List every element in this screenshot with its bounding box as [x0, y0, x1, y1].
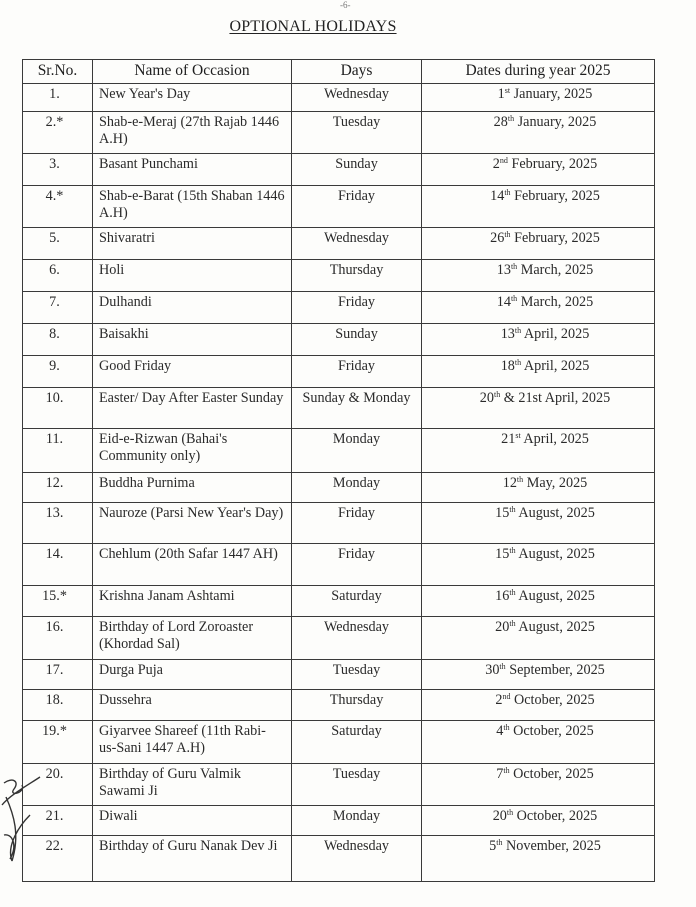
- date-month-year: October, 2025: [509, 766, 594, 782]
- sr-no-cell: 8.: [23, 324, 93, 356]
- date-ordinal-suffix: st: [504, 86, 511, 95]
- date-ordinal-suffix: th: [510, 262, 518, 271]
- date-ordinal-suffix: th: [503, 723, 510, 732]
- date-cell: [422, 186, 655, 228]
- occasion-cell: Easter/ Day After Easter Sunday: [93, 388, 292, 429]
- day-cell: Monday: [292, 806, 422, 836]
- occasion-cell: Holi: [93, 260, 292, 292]
- date-ordinal-suffix: th: [506, 808, 514, 817]
- date-ordinal-suffix: th: [504, 188, 511, 197]
- day-cell: Friday: [292, 503, 422, 544]
- table-row: [23, 617, 655, 660]
- occasion-cell: Dussehra: [93, 690, 292, 721]
- occasion-cell: Chehlum (20th Safar 1447 AH): [93, 544, 292, 586]
- date-day-number: 4: [496, 723, 504, 739]
- date-month-year: November, 2025: [502, 838, 601, 854]
- date-cell: [422, 764, 655, 806]
- date-month-year: May, 2025: [523, 475, 588, 491]
- day-cell: Monday: [292, 429, 422, 473]
- date-month-year: March, 2025: [517, 262, 594, 278]
- page-number: -6-: [340, 0, 351, 10]
- sr-no-cell: 3.: [23, 154, 93, 186]
- sr-no-cell: 16.: [23, 617, 93, 660]
- date-day-number: 13: [500, 326, 515, 342]
- table-body: [23, 84, 655, 882]
- page-title: OPTIONAL HOLIDAYS: [229, 18, 397, 35]
- occasion-cell: Shab-e-Barat (15th Shaban 1446 A.H): [93, 186, 292, 228]
- occasion-cell: New Year's Day: [93, 84, 292, 112]
- date-day-number: 14: [490, 188, 505, 204]
- date-cell: [422, 586, 655, 617]
- date-day-number: 2: [492, 156, 500, 172]
- sr-no-cell: 5.: [23, 228, 93, 260]
- holidays-table: [22, 59, 655, 882]
- day-cell: Monday: [292, 473, 422, 503]
- occasion-cell: Birthday of Guru Nanak Dev Ji: [93, 836, 292, 882]
- sr-no-cell: 12.: [23, 473, 93, 503]
- date-day-number: 13: [496, 262, 511, 278]
- date-month-year: October, 2025: [509, 723, 594, 739]
- sr-no-cell: 17.: [23, 660, 93, 690]
- table-header-row: [23, 60, 655, 84]
- date-cell: [422, 660, 655, 690]
- date-month-year: October, 2025: [513, 808, 598, 824]
- date-day-number: 7: [496, 766, 504, 782]
- sr-no-cell: 7.: [23, 292, 93, 324]
- table-row: [23, 228, 655, 260]
- occasion-cell: Shab-e-Meraj (27th Rajab 1446 A.H): [93, 112, 292, 154]
- table-row: [23, 324, 655, 356]
- day-cell: Friday: [292, 292, 422, 324]
- table-row: [23, 764, 655, 806]
- date-month-year: March, 2025: [517, 294, 594, 310]
- date-cell: [422, 324, 655, 356]
- date-day-number: 12: [502, 475, 517, 491]
- day-cell: Saturday: [292, 721, 422, 764]
- day-cell: Tuesday: [292, 764, 422, 806]
- date-cell: [422, 260, 655, 292]
- date-month-year: & 21st April, 2025: [500, 390, 611, 406]
- date-ordinal-suffix: th: [496, 838, 503, 847]
- date-month-year: October, 2025: [510, 692, 595, 708]
- sr-no-cell: 21.: [23, 806, 93, 836]
- sr-no-cell: 1.: [23, 84, 93, 112]
- sr-no-cell: 9.: [23, 356, 93, 388]
- date-day-number: 15: [495, 546, 510, 562]
- day-cell: Friday: [292, 186, 422, 228]
- table-row: [23, 429, 655, 473]
- date-ordinal-suffix: th: [503, 766, 510, 775]
- date-day-number: 2: [495, 692, 503, 708]
- sr-no-cell: 2.*: [23, 112, 93, 154]
- day-cell: Saturday: [292, 586, 422, 617]
- date-month-year: February, 2025: [510, 188, 600, 204]
- header-sr-no: Sr.No.: [23, 60, 93, 84]
- occasion-cell: Giyarvee Shareef (11th Rabi- us-Sani 1447 A.H): [93, 721, 292, 764]
- date-ordinal-suffix: th: [493, 390, 501, 399]
- date-month-year: January, 2025: [510, 86, 593, 102]
- date-cell: [422, 84, 655, 112]
- date-month-year: January, 2025: [514, 114, 597, 130]
- date-cell: [422, 721, 655, 764]
- date-ordinal-suffix: th: [509, 505, 516, 514]
- signature-mark: [0, 775, 45, 865]
- date-ordinal-suffix: th: [504, 230, 511, 239]
- date-cell: [422, 503, 655, 544]
- date-month-year: April, 2025: [521, 358, 590, 374]
- day-cell: Thursday: [292, 690, 422, 721]
- date-cell: [422, 388, 655, 429]
- date-day-number: 14: [496, 294, 511, 310]
- sr-no-cell: 11.: [23, 429, 93, 473]
- day-cell: Wednesday: [292, 228, 422, 260]
- sr-no-cell: 4.*: [23, 186, 93, 228]
- table-row: [23, 721, 655, 764]
- sr-no-cell: 15.*: [23, 586, 93, 617]
- occasion-cell: Diwali: [93, 806, 292, 836]
- date-ordinal-suffix: th: [514, 326, 522, 335]
- date-day-number: 20: [495, 619, 510, 635]
- date-day-number: 16: [495, 588, 510, 604]
- occasion-cell: Baisakhi: [93, 324, 292, 356]
- date-ordinal-suffix: th: [514, 358, 522, 367]
- table-row: [23, 503, 655, 544]
- date-cell: [422, 429, 655, 473]
- sr-no-cell: 13.: [23, 503, 93, 544]
- date-ordinal-suffix: th: [507, 114, 515, 123]
- day-cell: Wednesday: [292, 84, 422, 112]
- table-row: [23, 84, 655, 112]
- sr-no-cell: 19.*: [23, 721, 93, 764]
- header-days: Days: [292, 60, 422, 84]
- table-row: [23, 112, 655, 154]
- date-month-year: August, 2025: [515, 546, 595, 562]
- date-day-number: 20: [479, 390, 494, 406]
- date-month-year: August, 2025: [515, 505, 595, 521]
- day-cell: Sunday & Monday: [292, 388, 422, 429]
- date-month-year: August, 2025: [515, 619, 595, 635]
- date-day-number: 18: [500, 358, 515, 374]
- date-ordinal-suffix: st: [515, 431, 521, 440]
- date-month-year: April, 2025: [521, 326, 590, 342]
- sr-no-cell: 6.: [23, 260, 93, 292]
- day-cell: Thursday: [292, 260, 422, 292]
- date-cell: [422, 473, 655, 503]
- table-row: [23, 660, 655, 690]
- table-row: [23, 586, 655, 617]
- header-occasion: Name of Occasion: [93, 60, 292, 84]
- date-cell: [422, 356, 655, 388]
- occasion-cell: Dulhandi: [93, 292, 292, 324]
- date-cell: [422, 292, 655, 324]
- header-dates: Dates during year 2025: [422, 60, 655, 84]
- date-day-number: 1: [497, 86, 505, 102]
- table-row: [23, 356, 655, 388]
- date-day-number: 15: [495, 505, 510, 521]
- sr-no-cell: 22.: [23, 836, 93, 882]
- occasion-cell: Birthday of Guru Valmik Sawami Ji: [93, 764, 292, 806]
- sr-no-cell: 20.: [23, 764, 93, 806]
- sr-no-cell: 10.: [23, 388, 93, 429]
- occasion-cell: Eid-e-Rizwan (Bahai's Community only): [93, 429, 292, 473]
- date-day-number: 30: [485, 662, 500, 678]
- day-cell: Tuesday: [292, 112, 422, 154]
- day-cell: Sunday: [292, 154, 422, 186]
- day-cell: Wednesday: [292, 836, 422, 882]
- date-ordinal-suffix: th: [510, 294, 518, 303]
- date-cell: [422, 617, 655, 660]
- occasion-cell: Krishna Janam Ashtami: [93, 586, 292, 617]
- table-row: [23, 806, 655, 836]
- date-ordinal-suffix: th: [509, 588, 516, 597]
- occasion-cell: Good Friday: [93, 356, 292, 388]
- day-cell: Friday: [292, 356, 422, 388]
- date-cell: [422, 544, 655, 586]
- date-day-number: 28: [493, 114, 508, 130]
- occasion-cell: Shivaratri: [93, 228, 292, 260]
- table-row: [23, 186, 655, 228]
- date-ordinal-suffix: th: [499, 662, 506, 671]
- date-cell: [422, 154, 655, 186]
- date-month-year: February, 2025: [510, 230, 600, 246]
- occasion-cell: Nauroze (Parsi New Year's Day): [93, 503, 292, 544]
- date-ordinal-suffix: nd: [502, 692, 511, 701]
- occasion-cell: Birthday of Lord Zoroaster (Khordad Sal): [93, 617, 292, 660]
- table-row: [23, 544, 655, 586]
- day-cell: Wednesday: [292, 617, 422, 660]
- table-row: [23, 690, 655, 721]
- table-row: [23, 836, 655, 882]
- date-month-year: February, 2025: [507, 156, 598, 172]
- occasion-cell: Basant Punchami: [93, 154, 292, 186]
- date-cell: [422, 806, 655, 836]
- date-cell: [422, 836, 655, 882]
- day-cell: Sunday: [292, 324, 422, 356]
- date-ordinal-suffix: th: [509, 546, 516, 555]
- date-ordinal-suffix: th: [516, 475, 524, 484]
- table-row: [23, 473, 655, 503]
- date-day-number: 5: [489, 838, 497, 854]
- table-row: [23, 292, 655, 324]
- table-row: [23, 388, 655, 429]
- date-ordinal-suffix: nd: [499, 156, 508, 165]
- date-ordinal-suffix: th: [509, 619, 516, 628]
- date-cell: [422, 690, 655, 721]
- sr-no-cell: 14.: [23, 544, 93, 586]
- occasion-cell: Durga Puja: [93, 660, 292, 690]
- occasion-cell: Buddha Purnima: [93, 473, 292, 503]
- day-cell: Tuesday: [292, 660, 422, 690]
- date-cell: [422, 112, 655, 154]
- date-day-number: 26: [490, 230, 505, 246]
- sr-no-cell: 18.: [23, 690, 93, 721]
- table-row: [23, 260, 655, 292]
- date-month-year: April, 2025: [520, 431, 589, 447]
- date-month-year: August, 2025: [515, 588, 595, 604]
- date-day-number: 21: [501, 431, 516, 447]
- date-cell: [422, 228, 655, 260]
- date-month-year: September, 2025: [505, 662, 605, 678]
- date-day-number: 20: [492, 808, 507, 824]
- table-row: [23, 154, 655, 186]
- day-cell: Friday: [292, 544, 422, 586]
